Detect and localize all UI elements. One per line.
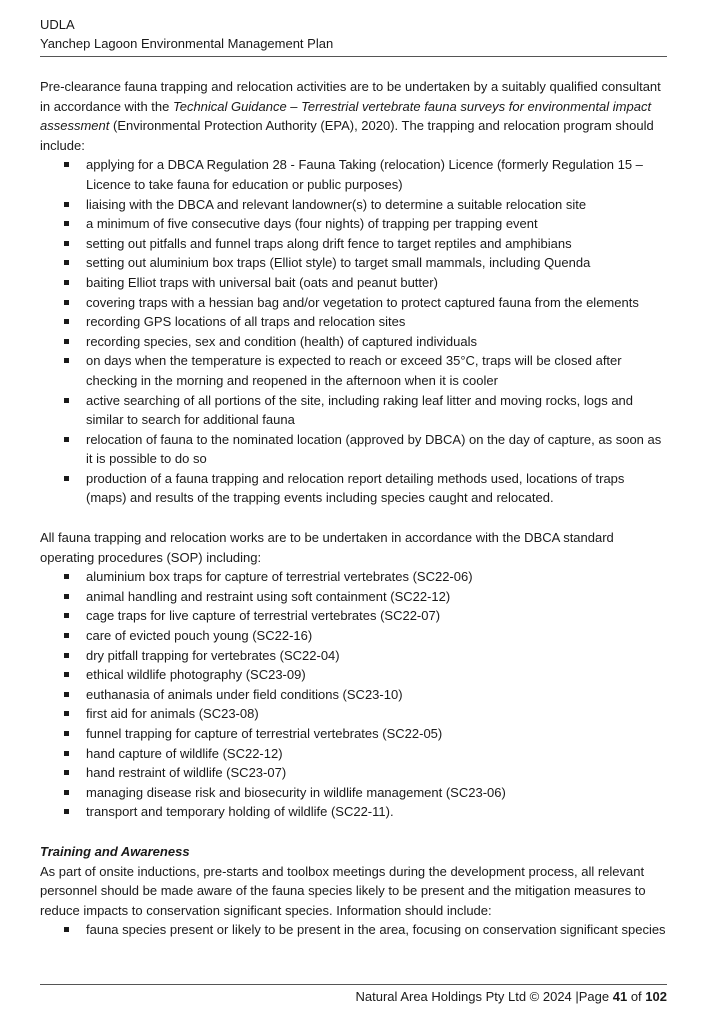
list-item: setting out aluminium box traps (Elliot style) to target small mammals, including Quenda: [40, 253, 667, 273]
spacer: [40, 508, 667, 528]
list-item: on days when the temperature is expected to reach or exceed 35°C, traps will be closed after checking in the morning and reopened in the afternoon when it is cooler: [40, 351, 667, 390]
training-list: [40, 920, 667, 940]
list-item: animal handling and restraint using soft containment (SC22-12): [40, 587, 667, 607]
list-item: euthanasia of animals under field conditions (SC23-10): [40, 685, 667, 705]
list-item: fauna species present or likely to be present in the area, focusing on conservation significant species: [40, 920, 667, 940]
footer-divider: [40, 984, 667, 985]
list-item: transport and temporary holding of wildlife (SC22-11).: [40, 802, 667, 822]
list-item: recording GPS locations of all traps and relocation sites: [40, 312, 667, 332]
list-item: ethical wildlife photography (SC23-09): [40, 665, 667, 685]
header-divider: [40, 56, 667, 57]
list-item: a minimum of five consecutive days (four nights) of trapping per trapping event: [40, 214, 667, 234]
spacer: [40, 822, 667, 842]
list-item: hand capture of wildlife (SC22-12): [40, 744, 667, 764]
sop-list: [40, 567, 667, 822]
list-item: liaising with the DBCA and relevant landowner(s) to determine a suitable relocation site: [40, 195, 667, 215]
footer-total-pages: 102: [645, 989, 667, 1004]
page-header: [40, 15, 667, 53]
header-org: UDLA: [40, 17, 75, 32]
training-paragraph: As part of onsite inductions, pre-starts and toolbox meetings during the development process, all relevant personnel should be made aware of the fauna species likely to be present and the mitigation measures to reduce impacts to conservation significant species. Information should include:: [40, 863, 646, 918]
list-item: covering traps with a hessian bag and/or vegetation to protect captured fauna from the elements: [40, 293, 667, 313]
list-item: dry pitfall trapping for vertebrates (SC22-04): [40, 646, 667, 666]
page-footer: [356, 987, 667, 1006]
header-doc-title: Yanchep Lagoon Environmental Management Plan: [40, 36, 334, 51]
list-item: active searching of all portions of the site, including raking leaf litter and moving rocks, logs and similar to search for additional fauna: [40, 391, 667, 430]
list-item: managing disease risk and biosecurity in wildlife management (SC23-06): [40, 783, 667, 803]
footer-of: of: [627, 989, 646, 1004]
intro-reference: Technical Guidance – Terrestrial vertebrate fauna surveys for environmental impact assessment: [40, 98, 652, 134]
footer-company: Natural Area Holdings Pty Ltd © 2024 |Page: [355, 989, 613, 1004]
program-list: [40, 155, 667, 508]
page-body: [40, 77, 667, 940]
list-item: care of evicted pouch young (SC22-16): [40, 626, 667, 646]
list-item: funnel trapping for capture of terrestrial vertebrates (SC22-05): [40, 724, 667, 744]
intro-text-start: Pre-clearance fauna trapping and relocation activities are to be undertaken by a suitably qualified consultant in accordance with the: [40, 79, 661, 114]
intro-text-end: (Environmental Protection Authority (EPA), 2020). The trapping and relocation program should include:: [40, 118, 654, 153]
list-item: cage traps for live capture of terrestrial vertebrates (SC22-07): [40, 606, 667, 626]
list-item: applying for a DBCA Regulation 28 - Fauna Taking (relocation) Licence (formerly Regulation 15 – Licence to take fauna for education or public purposes): [40, 155, 667, 194]
list-item: aluminium box traps for capture of terrestrial vertebrates (SC22-06): [40, 567, 667, 587]
list-item: hand restraint of wildlife (SC23-07): [40, 763, 667, 783]
list-item: relocation of fauna to the nominated location (approved by DBCA) on the day of capture, as soon as it is possible to do so: [40, 430, 667, 469]
list-item: baiting Elliot traps with universal bait (oats and peanut butter): [40, 273, 667, 293]
list-item: first aid for animals (SC23-08): [40, 704, 667, 724]
sop-intro-paragraph: All fauna trapping and relocation works are to be undertaken in accordance with the DBCA standard operating procedures (SOP) including:: [40, 530, 614, 565]
footer-page-number: 41: [612, 989, 628, 1004]
list-item: production of a fauna trapping and relocation report detailing methods used, locations of traps (maps) and results of the trapping events including species caught and relocated.: [40, 469, 667, 508]
list-item: recording species, sex and condition (health) of captured individuals: [40, 332, 667, 352]
list-item: setting out pitfalls and funnel traps along drift fence to target reptiles and amphibians: [40, 234, 667, 254]
section-heading: Training and Awareness: [40, 843, 190, 859]
intro-paragraph: [40, 77, 667, 155]
